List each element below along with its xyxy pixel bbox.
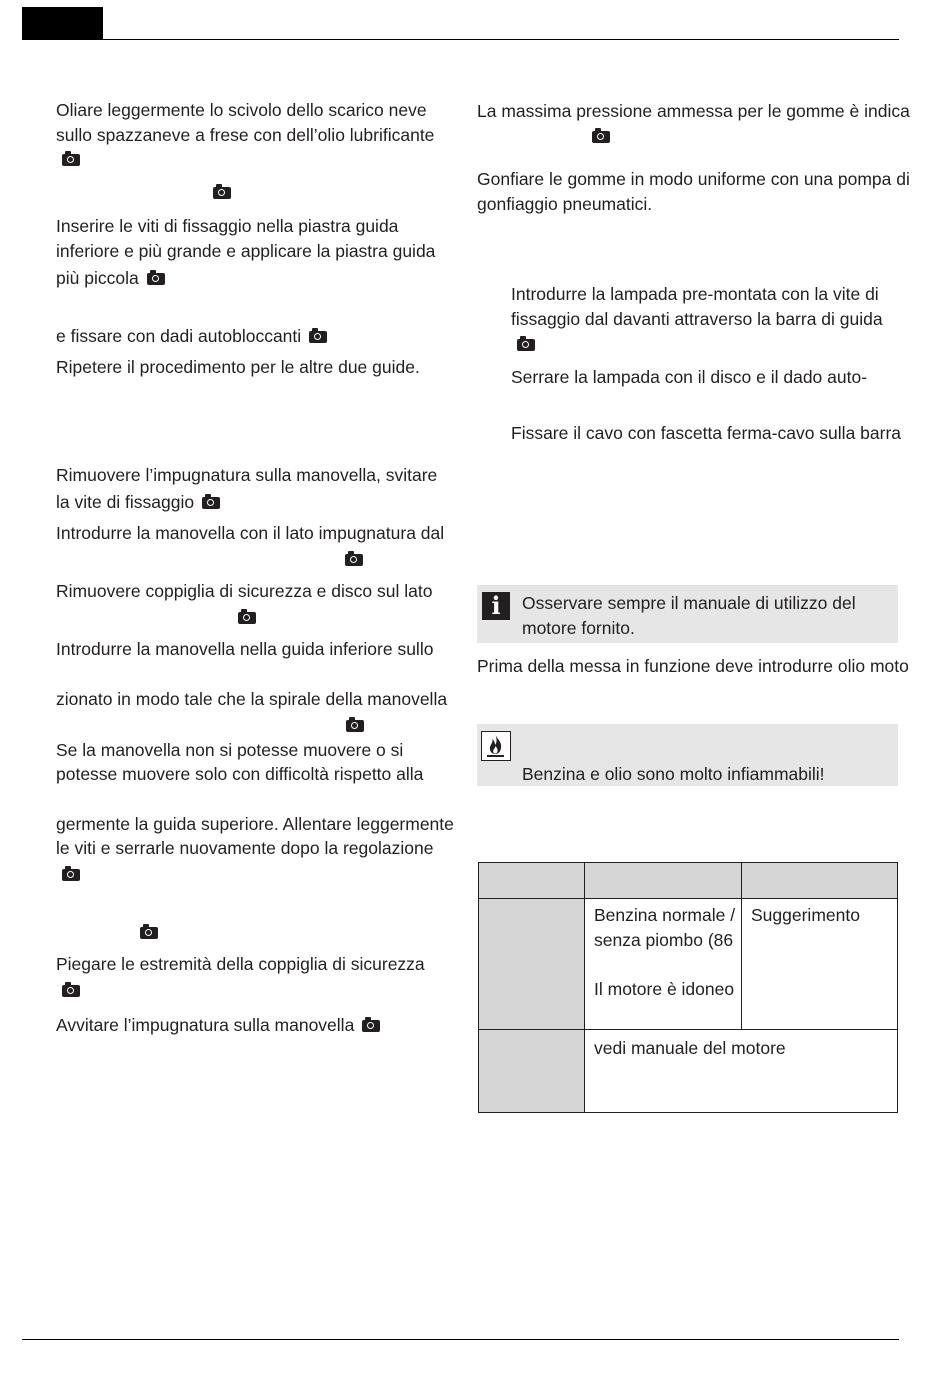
camera-icon: [346, 713, 364, 737]
camera-icon: [345, 547, 363, 571]
paragraph-text: [56, 266, 165, 290]
table-cell: Suggerimento: [751, 905, 860, 925]
paragraph-text: Oliare leggermente lo scivolo dello scarico neve: [56, 100, 427, 120]
info-note-text: motore fornito.: [522, 618, 635, 638]
paragraph-text: gonfiaggio pneumatici.: [477, 194, 653, 214]
camera-icon: [592, 124, 610, 148]
camera-icon: [62, 978, 80, 1002]
paragraph-text: sullo spazzaneve a frese con dell’olio lubrificante: [56, 125, 435, 145]
camera-icon: [62, 862, 80, 886]
warning-text: Benzina e olio sono molto infiammabili!: [522, 764, 825, 784]
paragraph-text: più piccola: [56, 268, 139, 288]
info-note-box: [477, 585, 898, 643]
camera-icon: [238, 605, 256, 629]
table-cell: Benzina normale /: [594, 905, 736, 925]
table-row-header-column: [479, 898, 584, 1112]
table-cell: Il motore è idoneo: [594, 979, 735, 999]
paragraph-text: Gonfiare le gomme in modo uniforme con una pompa di: [477, 169, 910, 189]
fuel-table: [478, 862, 898, 1113]
paragraph-text: germente la guida superiore. Allentare leggermente: [56, 814, 454, 834]
fire-warning-icon: [481, 731, 511, 761]
table-divider: [479, 1029, 897, 1030]
paragraph-text: la vite di fissaggio: [56, 492, 195, 512]
table-header-row: [479, 863, 897, 898]
paragraph-text: Inserire le viti di fissaggio nella piastra guida: [56, 216, 399, 236]
paragraph-text: Avvitare l’impugnatura sulla manovella: [56, 1015, 355, 1035]
paragraph-text: [56, 1013, 380, 1037]
paragraph-text: Rimuovere coppiglia di sicurezza e disco sul lato: [56, 581, 433, 601]
footer-rule: [22, 1339, 899, 1340]
camera-icon: [517, 332, 535, 356]
camera-icon: [362, 1020, 380, 1032]
paragraph-text: Introdurre la manovella nella guida inferiore sullo: [56, 639, 434, 659]
info-note-text: Osservare sempre il manuale di utilizzo del: [522, 593, 856, 613]
paragraph-text: zionato in modo tale che la spirale della manovella: [56, 689, 448, 709]
paragraph-text: Se la manovella non si potesse muovere o si: [56, 740, 404, 760]
paragraph-text: fissaggio dal davanti attraverso la barra di guida: [511, 309, 883, 329]
paragraph-text: Prima della messa in funzione deve introdurre olio moto: [477, 656, 909, 676]
paragraph-text: le viti e serrarle nuovamente dopo la regolazione: [56, 838, 434, 858]
paragraph-text: La massima pressione ammessa per le gomme è indica: [477, 101, 910, 121]
header-rule: [22, 39, 899, 40]
paragraph-text: e fissare con dadi autobloccanti: [56, 326, 302, 346]
paragraph-text: Ripetere il procedimento per le altre due guide.: [56, 357, 420, 377]
table-divider: [479, 898, 897, 899]
paragraph-text: Rimuovere l’impugnatura sulla manovella, svitare: [56, 465, 438, 485]
table-cell: vedi manuale del motore: [594, 1038, 786, 1058]
table-divider: [741, 863, 742, 1029]
paragraph-text: inferiore e più grande e applicare la piastra guida: [56, 241, 436, 261]
camera-icon: [62, 147, 80, 171]
header-bar: [22, 7, 103, 40]
camera-icon: [140, 920, 158, 944]
warning-box: [477, 724, 898, 786]
paragraph-text: [56, 324, 327, 348]
paragraph-text: Piegare le estremità della coppiglia di sicurezza: [56, 954, 425, 974]
camera-icon: [202, 497, 220, 509]
paragraph-text: Fissare il cavo con fascetta ferma-cavo sulla barra: [511, 423, 902, 443]
camera-icon: [213, 180, 231, 204]
paragraph-text: Introdurre la manovella con il lato impugnatura dal: [56, 523, 445, 543]
paragraph-text: Serrare la lampada con il disco e il dado auto-: [511, 367, 868, 387]
paragraph-text: Introdurre la lampada pre-montata con la vite di: [511, 284, 879, 304]
paragraph-text: potesse muovere solo con difficoltà rispetto alla: [56, 764, 424, 784]
paragraph-text: [56, 490, 220, 514]
table-divider: [584, 863, 585, 1112]
camera-icon: [309, 331, 327, 343]
table-cell: senza piombo (86: [594, 930, 734, 950]
info-icon: i: [482, 592, 510, 620]
camera-icon: [147, 273, 165, 285]
